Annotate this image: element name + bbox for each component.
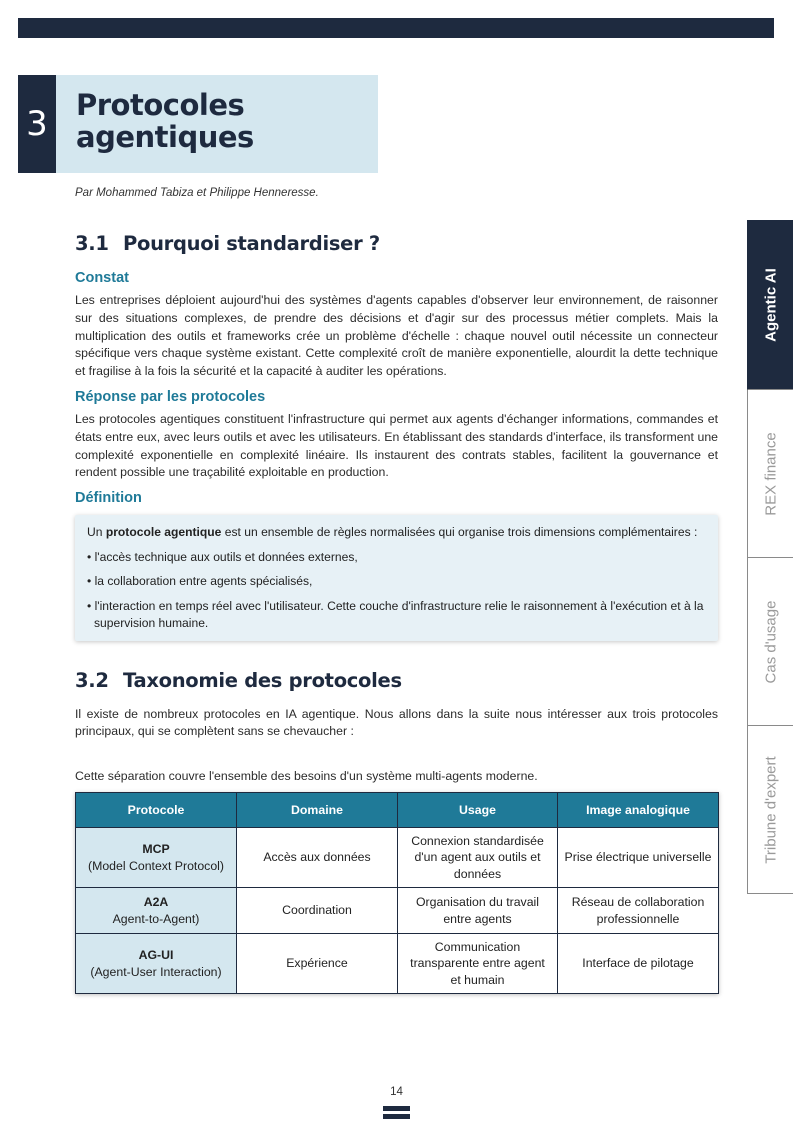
tab-rex-finance[interactable] [747,390,793,558]
table-row [76,828,719,888]
side-tabs [747,220,793,894]
section-3-1-title [75,232,718,255]
header-bar [18,18,774,38]
definition-block [75,489,718,641]
reponse-heading: Réponse par les protocoles [75,388,266,405]
chapter-title-line1: Protocoles [76,88,245,122]
usage-cell: Communication transparente entre agent et humain [398,934,558,994]
authors: Par Mohammed Tabiza et Philippe Henneresse. [75,187,319,199]
protocol-cell [76,888,237,934]
constat-heading: Constat [75,270,129,286]
chapter-title-line2: agentiques [76,120,254,154]
reponse-block [75,388,718,482]
definition-heading: Définition [75,490,142,507]
domaine-cell: Accès aux données [237,828,398,888]
chapter-number: 3 [18,75,56,173]
protocol-fullname: (Model Context Protocol) [87,858,224,873]
protocol-fullname: (Agent-User Interaction) [90,964,222,979]
image-cell: Interface de pilotage [558,934,719,994]
column-header: Domaine [237,793,398,828]
chapter-title-box [56,75,378,173]
table-header-row [76,793,719,828]
protocol-cell [76,934,237,994]
taxonomy-intro: Il existe de nombreux protocoles en IA agentique. Nous allons dans la suite nous intéresser aux trois protocoles principaux, qui se complètent sans se chevaucher : [75,706,718,739]
protocol-cell [76,828,237,888]
definition-intro-suffix: est un ensemble de règles normalisées qui organise trois dimensions complémentaires : [221,525,698,540]
reponse-text: Les protocoles agentiques constituent l'infrastructure qui permet aux agents d'échanger informations, commandes et états entre eux, avec leurs outils et avec les utilisateurs. En établissant des standards d'interface, ils transforment une complexité exponentielle en complexité linéaire. Ils instaurent des contrats stables, facilitent la gouvernance et rendent possible une traçabilité exploitable en production. [75,411,718,480]
column-header: Usage [398,793,558,828]
tab-cas-d-usage[interactable] [747,558,793,726]
domaine-cell: Expérience [237,934,398,994]
image-cell: Prise électrique universelle [558,828,719,888]
page-number: 14 [390,1086,403,1098]
section-3-2-title [75,669,718,692]
section-number: 3.2 [75,668,109,692]
section-title-text: Pourquoi standardiser ? [123,232,380,255]
usage-cell: Connexion standardisée d'un agent aux outils et données [398,828,558,888]
section-title-text: Taxonomie des protocoles [123,668,402,692]
definition-bullet: • l'interaction en temps réel avec l'utilisateur. Cette couche d'infrastructure relie le raisonnement à l'exécution et à la supervision humaine. [87,598,704,631]
tab-agentic-ai[interactable] [747,220,793,390]
table-intro: Cette séparation couvre l'ensemble des besoins d'un système multi-agents moderne. [75,769,538,784]
column-header: Image analogique [558,793,719,828]
main-content [75,232,718,994]
definition-intro [87,524,708,542]
definition-term: protocole agentique [105,525,222,540]
column-header: Protocole [76,793,237,828]
constat-text: Les entreprises déploient aujourd'hui des systèmes d'agents capables d'observer leur environnement, de raisonner sur des situations complexes, de prendre des décisions et d'agir sur des processus métier complets. Mais la multiplication des outils et frameworks crée un problème d'échelle : chaque nouvel outil nécessite un connecteur spécifique vers chaque système existant. Cette complexité croît de manière exponentielle, alourdit la dette technique et fragilise à la fois la sécurité et la capacité à auditer les opérations. [75,293,718,379]
definition-intro-prefix: Un [87,525,106,540]
protocol-name: MCP [142,842,170,857]
usage-cell: Organisation du travail entre agents [398,888,558,934]
protocol-name: AG-UI [138,948,174,963]
table-row [76,934,719,994]
tab-tribune-d-expert[interactable] [747,726,793,894]
tab-label: Tribune d'expert [762,755,779,864]
tab-label: REX finance [762,431,779,516]
definition-bullet: • la collaboration entre agents spécialisés, [87,574,313,589]
section-number: 3.1 [75,232,109,255]
chapter-title [76,89,378,153]
table-row [76,888,719,934]
constat-block [75,269,718,381]
tab-label: Cas d'usage [762,600,779,683]
image-cell: Réseau de collaboration professionnelle [558,888,719,934]
tab-label: Agentic AI [762,267,779,342]
definition-bullet: • l'accès technique aux outils et données externes, [87,549,358,564]
footer-mark [383,1106,410,1121]
protocol-fullname: Agent-to-Agent) [112,911,200,926]
protocol-table [75,792,719,994]
definition-box [75,515,718,641]
protocol-name: A2A [143,895,169,910]
domaine-cell: Coordination [237,888,398,934]
